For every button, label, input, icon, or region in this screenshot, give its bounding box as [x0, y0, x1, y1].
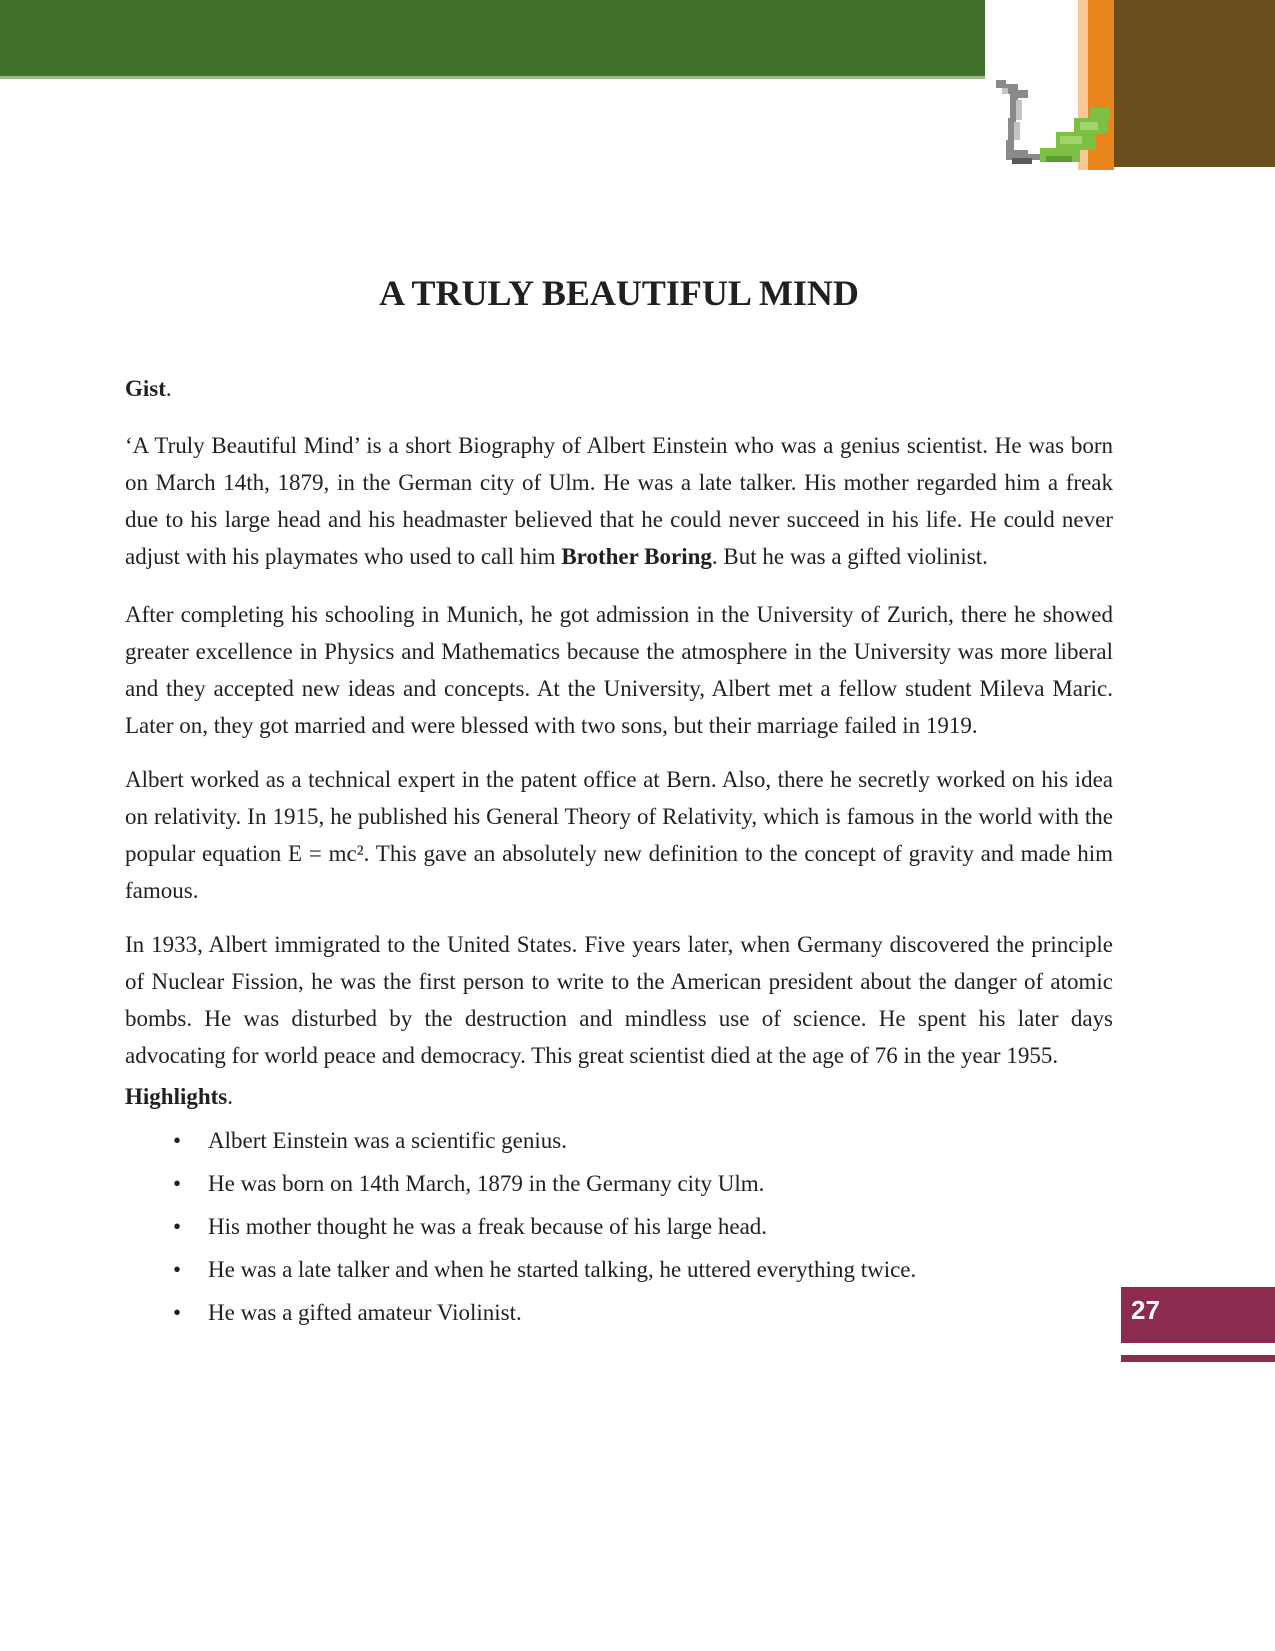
paragraph-1-bold-phrase: Brother Boring	[561, 544, 712, 569]
gist-paragraph-3: Albert worked as a technical expert in the patent office at Bern. Also, there he secretly worked on his idea on relativity. In 1915, he published his General Theory of Relativity, which is famous in the world with the popular equation E = mc². This gave an absolutely new definition to the concept of gravity and made him famous.	[125, 767, 1113, 903]
highlight-text: He was born on 14th March, 1879 in the Germany city Ulm.	[208, 1171, 765, 1196]
bullet-icon: •	[173, 1214, 182, 1239]
pen-nib-and-leaf-logo-icon	[990, 70, 1170, 180]
highlight-text: His mother thought he was a freak because of his large head.	[208, 1214, 768, 1239]
page-title: A TRULY BEAUTIFUL MIND	[379, 273, 859, 313]
bullet-icon: •	[173, 1257, 182, 1282]
gist-paragraph-4: In 1933, Albert immigrated to the United States. Five years later, when Germany discovered the principle of Nuclear Fission, he was the first person to write to the American president about the danger of atomic bombs. He was disturbed by the destruction and mindless use of science. He spent his later days advocating for world peace and democracy. This great scientist died at the age of 76 in the year 1955.	[125, 932, 1113, 1068]
bullet-icon: •	[173, 1300, 182, 1325]
paragraph-1-text-start: ‘A Truly Beautiful Mind’ is a short Biography of Albert Einstein who was a genius scientist. He was born on March 14th, 1879, in the German city of Ulm. He was a late talker. His mother regarded him a freak due to his large head and his headmaster believed that he could never succeed in his life. He could never adjust with his playmates who used to call him	[125, 433, 1113, 569]
page-number-tab	[1121, 1287, 1275, 1343]
highlights-heading	[125, 1078, 1113, 1115]
highlight-text: He was a gifted amateur Violinist.	[208, 1300, 522, 1325]
gist-heading-label: Gist	[125, 376, 166, 401]
bullet-icon: •	[173, 1171, 182, 1196]
list-item	[125, 1291, 1113, 1334]
gist-heading-suffix: .	[165, 376, 172, 401]
bullet-icon: •	[173, 1128, 182, 1153]
list-item	[125, 1205, 1113, 1248]
highlight-text: Albert Einstein was a scientific genius.	[208, 1128, 567, 1153]
header-band-edge	[0, 76, 985, 79]
paragraph-1-text-end: . But he was a gifted violinist.	[711, 544, 988, 569]
highlights-heading-suffix: .	[227, 1084, 234, 1109]
header-green-band	[0, 0, 985, 78]
page-number: 27	[1131, 1295, 1160, 1325]
highlights-list	[125, 1119, 1113, 1334]
highlight-text: He was a late talker and when he started talking, he uttered everything twice.	[208, 1257, 917, 1282]
page-number-underline	[1121, 1355, 1275, 1362]
gist-heading	[125, 370, 1113, 407]
list-item	[125, 1162, 1113, 1205]
highlights-heading-label: Highlights	[125, 1084, 228, 1109]
gist-paragraph-2: After completing his schooling in Munich, he got admission in the University of Zurich, there he showed greater excellence in Physics and Mathematics because the atmosphere in the University was more liberal and they accepted new ideas and concepts. At the University, Albert met a fellow student Mileva Maric. Later on, they got married and were blessed with two sons, but their marriage failed in 1919.	[125, 602, 1113, 738]
gist-paragraph-1	[125, 427, 1113, 575]
list-item	[125, 1119, 1113, 1162]
document-body	[125, 370, 1113, 1334]
list-item	[125, 1248, 1113, 1291]
